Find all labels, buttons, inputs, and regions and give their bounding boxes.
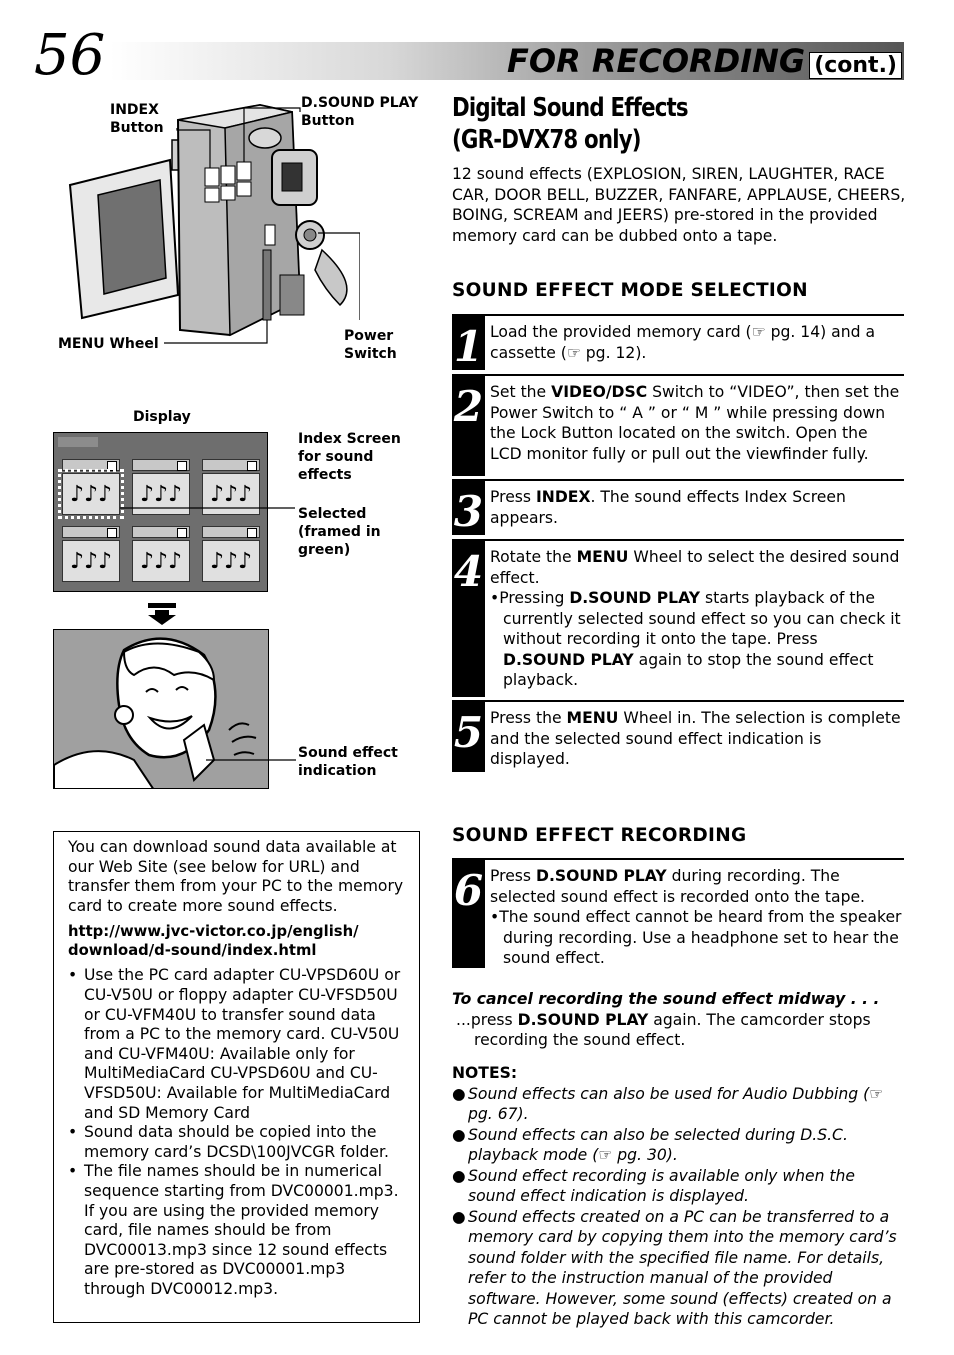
camcorder-illustration bbox=[60, 100, 360, 350]
sound-indication-leader-line bbox=[206, 740, 298, 770]
step-number: 3 bbox=[452, 481, 485, 535]
display-label: Display bbox=[133, 409, 191, 425]
page-title: Digital Sound Effects (GR-DVX78 only) bbox=[452, 93, 688, 155]
sound-thumb: ♪♪♪ bbox=[132, 459, 190, 517]
note-item: ● Sound effect recording is available only when the sound effect indication is displayed. bbox=[452, 1166, 856, 1205]
step-number: 2 bbox=[452, 376, 485, 476]
sound-thumb: ♪♪♪ bbox=[202, 459, 260, 517]
notes-heading: NOTES: bbox=[452, 1064, 518, 1082]
step-text: Press INDEX. The sound effects Index Screen appears. bbox=[490, 488, 846, 527]
intro-text: 12 sound effects (EXPLOSION, SIREN, LAUGHTER, RACE CAR, DOOR BELL, BUZZER, FANFARE, APPLAUSE, CHEERS, BOING, SCREAM and JEERS) pre-stored in the provided memory card can be dubbed onto a tape. bbox=[452, 165, 906, 245]
index-button-label: INDEX Button bbox=[110, 102, 164, 136]
step-number: 6 bbox=[452, 860, 485, 968]
step-4 bbox=[452, 539, 904, 697]
section-title-text: FOR RECORDING bbox=[507, 42, 806, 80]
cancel-body: ...press D.SOUND PLAY again. The camcorder stops recording the sound effect. bbox=[456, 1010, 871, 1049]
step-number: 4 bbox=[452, 541, 485, 697]
sound-thumb: ♪♪♪ bbox=[202, 526, 260, 584]
down-arrow-icon bbox=[148, 603, 176, 625]
sound-thumb-selected: ♪♪♪ bbox=[62, 459, 120, 517]
step-text: Rotate the MENU Wheel to select the desired sound effect. •Pressing D.SOUND PLAY starts playback of the currently selected sound effect so you can check it without recording it onto the tape. Press D.SOUND PLAY again to stop the sound effect playback. bbox=[490, 548, 901, 689]
step-text: Set the VIDEO/DSC Switch to “VIDEO”, then set the Power Switch to “ A ” or “ M ” while pressing down the Lock Button located on the switch. Open the LCD monitor fully or pull out the viewfinder fully. bbox=[490, 383, 900, 463]
section-title bbox=[507, 44, 902, 83]
index-screen-label: Index Screen for sound effects bbox=[298, 431, 401, 483]
cancel-heading: To cancel recording the sound effect midway . . . bbox=[452, 990, 880, 1008]
page-number: 56 bbox=[34, 23, 106, 88]
sound-indication-label: Sound effect indication bbox=[298, 745, 398, 779]
download-url-link[interactable]: http://www.jvc-victor.co.jp/english/ download/d-sound/index.html bbox=[68, 923, 359, 960]
step-1 bbox=[452, 314, 904, 370]
step-text: Press the MENU Wheel in. The selection is complete and the selected sound effect indication is displayed. bbox=[490, 709, 901, 768]
step-3 bbox=[452, 479, 904, 535]
section-heading-recording: SOUND EFFECT RECORDING bbox=[452, 825, 747, 846]
info-intro: You can download sound data available at our Web Site (see below for URL) and transfer them from your PC to the memory card to create more sound effects. bbox=[68, 838, 404, 915]
section-heading-mode-selection: SOUND EFFECT MODE SELECTION bbox=[452, 280, 808, 301]
sound-thumb: ♪♪♪ bbox=[62, 526, 120, 584]
note-item: ● Sound effects can also be selected during D.S.C. playback mode (☞ pg. 30). bbox=[452, 1125, 848, 1164]
step-text: Press D.SOUND PLAY during recording. The selected sound effect is recorded onto the tape. •The sound effect cannot be heard from the speaker during recording. Use a headphone set to hear the sound effect. bbox=[490, 867, 902, 967]
step-6 bbox=[452, 858, 904, 968]
screen-top-bar bbox=[58, 437, 98, 447]
cancel-instructions bbox=[452, 989, 904, 1051]
power-switch-label: Power Switch bbox=[344, 328, 397, 362]
menu-wheel-label: MENU Wheel bbox=[58, 336, 159, 352]
step-2 bbox=[452, 374, 904, 476]
info-bullet: • Sound data should be copied into the memory card’s DCSD\100JVCGR folder. bbox=[68, 1123, 389, 1161]
dsound-play-button-label: D.SOUND PLAY Button bbox=[301, 95, 419, 129]
info-bullet: • The file names should be in numerical sequence starting from DVC00001.mp3. If you are using the provided memory card, file names should be from DVC00013.mp3 since 12 sound effects are pre-stored as DVC00001.mp3 through DVC00012.mp3. bbox=[68, 1162, 399, 1298]
note-item: ● Sound effects created on a PC can be transferred to a memory card by copying them into the memory card’s sound folder with the specified file name. For details, refer to the instruction manual of the provided software. However, some sound (effects) created on a PC cannot be played back with this camcorder. bbox=[452, 1207, 897, 1328]
sound-thumb: ♪♪♪ bbox=[132, 526, 190, 584]
note-item: ● Sound effects can also be used for Audio Dubbing (☞ pg. 67). bbox=[452, 1084, 884, 1123]
selected-label: Selected (framed in green) bbox=[298, 506, 381, 558]
step-text: Load the provided memory card (☞ pg. 14) and a cassette (☞ pg. 12). bbox=[490, 323, 876, 362]
info-bullet: • Use the PC card adapter CU-VPSD60U or CU-V50U or floppy adapter CU-VFSD50U or CU-VFM40U to transfer sound data from a PC to the memory card. CU-V50U and CU-VFM40U: Available only for MultiMediaCard CU-VPSD60U and CU-VFSD50U: Available for MultiMediaCard and SD Memory Card bbox=[68, 966, 401, 1122]
step-number: 1 bbox=[452, 316, 485, 370]
step-5 bbox=[452, 700, 904, 772]
step-number: 5 bbox=[452, 702, 485, 772]
download-info-box bbox=[53, 831, 420, 1323]
cont-label: (cont.) bbox=[809, 52, 902, 79]
selected-leader-line bbox=[120, 488, 300, 528]
notes bbox=[452, 1063, 904, 1330]
